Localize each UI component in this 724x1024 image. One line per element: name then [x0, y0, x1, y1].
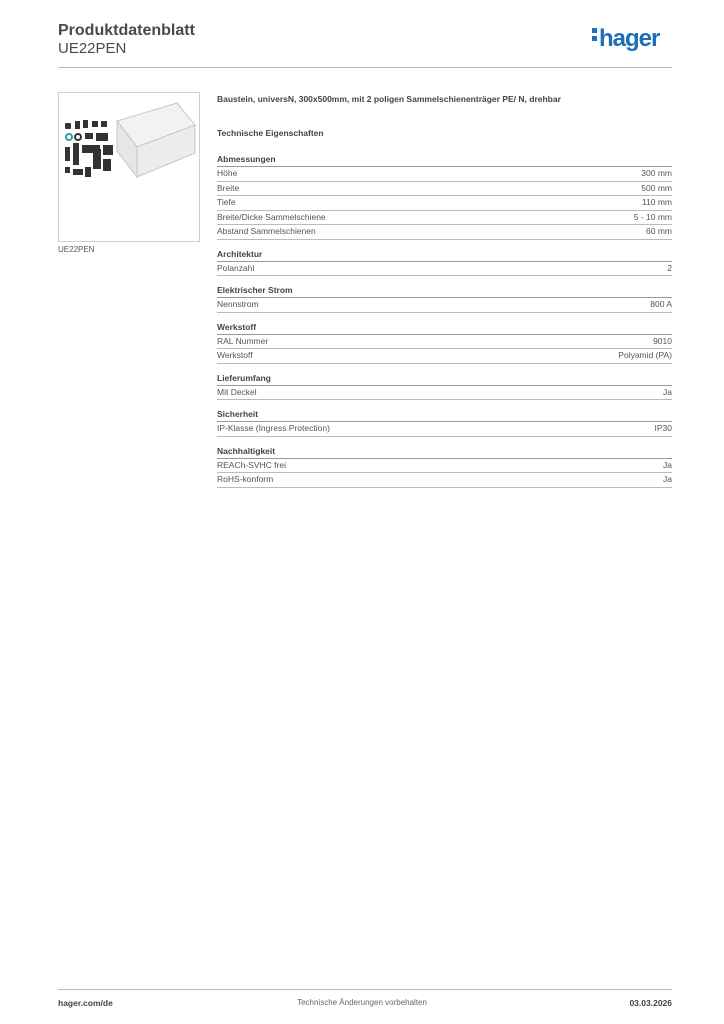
group-title: Lieferumfang	[217, 373, 672, 386]
section-heading: Technische Eigenschaften	[217, 128, 324, 138]
product-photo-icon	[59, 93, 199, 241]
property-group	[217, 322, 672, 364]
logo-text: hager	[599, 25, 660, 52]
footer-website: hager.com/de	[58, 998, 113, 1008]
group-title: Sicherheit	[217, 409, 672, 422]
property-row	[217, 196, 672, 211]
page-title: Produktdatenblatt	[58, 22, 195, 39]
property-row	[217, 335, 672, 350]
property-label: Breite/Dicke Sammelschiene	[217, 211, 326, 222]
property-row	[217, 422, 672, 437]
property-label: REACh-SVHC frei	[217, 459, 286, 470]
property-label: Mit Deckel	[217, 386, 257, 397]
property-label: Höhe	[217, 168, 238, 178]
property-label: RoHS-konform	[217, 474, 274, 484]
property-value: 5 - 10 mm	[633, 211, 672, 222]
product-description: Baustein, universN, 300x500mm, mit 2 poligen Sammelschienenträger PE/ N, drehbar	[217, 94, 561, 104]
property-row	[217, 167, 672, 182]
property-value: 800 A	[650, 299, 672, 309]
product-code: UE22PEN	[58, 40, 127, 57]
group-title: Nachhaltigkeit	[217, 446, 672, 459]
property-group	[217, 409, 672, 437]
property-label: Breite	[217, 182, 240, 193]
property-groups	[217, 154, 672, 488]
property-row	[217, 182, 672, 197]
property-value: Polyamid (PA)	[618, 350, 672, 360]
property-value: 110 mm	[641, 197, 672, 207]
property-label: Abstand Sammelschienen	[217, 226, 316, 236]
property-value: Ja	[663, 386, 672, 397]
header-divider	[58, 67, 672, 68]
property-row	[217, 349, 672, 364]
property-row	[217, 262, 672, 277]
property-group	[217, 446, 672, 488]
footer-date: 03.03.2026	[629, 998, 672, 1008]
property-label: IP-Klasse (Ingress Protection)	[217, 423, 330, 433]
group-title: Abmessungen	[217, 154, 672, 167]
footer-divider	[58, 989, 672, 990]
property-value: 2	[667, 262, 672, 273]
property-group	[217, 373, 672, 401]
group-title: Architektur	[217, 249, 672, 262]
product-details	[217, 94, 672, 497]
property-group	[217, 249, 672, 277]
footer-note: Technische Änderungen vorbehalten	[297, 998, 427, 1007]
property-value: Ja	[663, 474, 672, 484]
property-value: 500 mm	[641, 182, 672, 193]
property-label: Polanzahl	[217, 262, 255, 273]
property-label: RAL Nummer	[217, 335, 269, 346]
logo-dots-icon	[592, 25, 598, 44]
hager-logo	[592, 25, 659, 53]
property-value: IP30	[654, 423, 672, 433]
property-group	[217, 154, 672, 240]
property-label: Tiefe	[217, 197, 236, 207]
property-row	[217, 211, 672, 226]
group-title: Werkstoff	[217, 322, 672, 335]
property-value: Ja	[663, 459, 672, 470]
image-caption: UE22PEN	[58, 245, 95, 254]
property-row	[217, 225, 672, 240]
property-label: Nennstrom	[217, 299, 259, 309]
property-label: Werkstoff	[217, 350, 253, 360]
property-row	[217, 459, 672, 474]
property-row	[217, 298, 672, 313]
property-row	[217, 473, 672, 488]
property-value: 60 mm	[646, 226, 672, 236]
group-title: Elektrischer Strom	[217, 285, 672, 298]
product-image	[58, 92, 200, 242]
property-value: 300 mm	[641, 168, 672, 178]
property-group	[217, 285, 672, 313]
property-value: 9010	[653, 335, 672, 346]
property-row	[217, 386, 672, 401]
